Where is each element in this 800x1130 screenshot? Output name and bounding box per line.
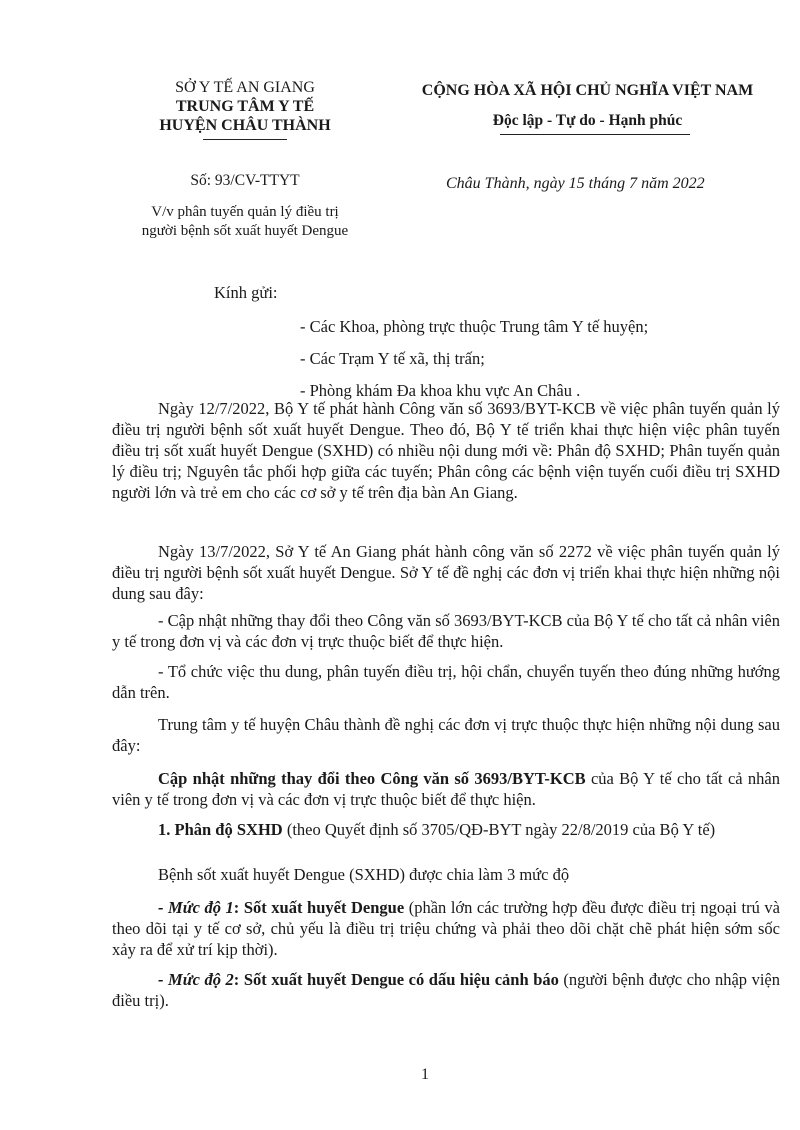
recipient-item: - Các Trạm Y tế xã, thị trấn; (300, 349, 485, 368)
salutation: Kính gửi: (214, 283, 278, 302)
page-number: 1 (421, 1066, 429, 1083)
recipient-list (300, 311, 770, 407)
level-2-title: Sốt xuất huyết Dengue có dấu hiệu cảnh báo (243, 970, 559, 989)
subject-line-1: V/v phân tuyến quản lý điều trị (151, 204, 339, 220)
body-paragraph-5: Trung tâm y tế huyện Châu thành đề nghị các đơn vị trực thuộc thực hiện những nội dung sau đây: (112, 715, 780, 755)
national-title: CỘNG HÒA XÃ HỘI CHỦ NGHĨA VIỆT NAM (421, 82, 754, 99)
section-1-title: 1. Phân độ SXHD (158, 820, 283, 839)
body-paragraph-6 (112, 768, 780, 810)
update-instruction-text: của Bộ Y tế cho tất cả nhân viên y tế trong đơn vị và các đơn vị trực thuộc biết để thực hiện. (112, 769, 781, 809)
issuer-district: HUYỆN CHÂU THÀNH (159, 117, 331, 134)
issue-date: Châu Thành, ngày 15 tháng 7 năm 2022 (446, 175, 705, 192)
document-subject (125, 203, 365, 241)
severity-level-2: - Mức độ 2: Sốt xuất huyết Dengue có dấu hiệu cảnh báo (người bệnh được cho nhập viện điều trị). (112, 970, 780, 1010)
recipient-item: - Phòng khám Đa khoa khu vực An Châu . (300, 381, 581, 400)
body-paragraph-4: - Tổ chức việc thu dung, phân tuyến điều trị, hội chẩn, chuyển tuyến theo đúng những hướng dẫn trên. (112, 662, 780, 702)
recipient-item: - Các Khoa, phòng trực thuộc Trung tâm Y tế huyện; (300, 317, 649, 336)
issuer-center: TRUNG TÂM Y TẾ (175, 98, 315, 115)
body-paragraph-8: Bệnh sốt xuất huyết Dengue (SXHD) được chia làm 3 mức độ (158, 865, 570, 884)
body-paragraph-2: Ngày 13/7/2022, Sở Y tế An Giang phát hành công văn số 2272 về việc phân tuyến quản lý điều trị người bệnh sốt xuất huyết Dengue. Sở Y tế đề nghị các đơn vị triển khai thực hiện những nội dung sau đây: (112, 542, 780, 603)
update-instruction-heading: Cập nhật những thay đổi theo Công văn số 3693/BYT-KCB (158, 769, 586, 788)
level-2-label: - Mức độ 2 (158, 970, 234, 989)
level-1-label: - Mức độ 1 (158, 898, 234, 917)
issuer-underline (203, 139, 287, 140)
national-header (395, 80, 780, 131)
document-number: Số: 93/CV-TTYT (190, 172, 300, 189)
national-motto: Độc lập - Tự do - Hạnh phúc (492, 112, 683, 129)
subject-line-2: người bệnh sốt xuất huyết Dengue (141, 223, 349, 239)
body-paragraph-1: Ngày 12/7/2022, Bộ Y tế phát hành Công văn số 3693/BYT-KCB về việc phân tuyến quản lý điều trị người bệnh sốt xuất huyết Dengue. Theo đó, Bộ Y tế triển khai thực hiện việc phân tuyến điều trị sốt xuất huyết Dengue (SXHD) có nhiều nội dung mới về: Phân độ SXHD; Phân tuyến quản lý điều trị; Nguyên tắc phối hợp giữa các tuyến; Phân công các bệnh viện tuyến cuối điều trị SXHD người lớn và trẻ em cho các cơ sở y tế trên địa bàn An Giang. (112, 399, 780, 502)
motto-underline (500, 134, 690, 135)
body-paragraph-3: - Cập nhật những thay đổi theo Công văn số 3693/BYT-KCB của Bộ Y tế cho tất cả nhân viên y tế trong đơn vị và các đơn vị trực thuộc biết để thực hiện. (112, 611, 780, 651)
section-1-reference: (theo Quyết định số 3705/QĐ-BYT ngày 22/8/2019 của Bộ Y tế) (282, 820, 716, 839)
section-1-heading (112, 819, 780, 840)
level-2-description: (người bệnh được cho nhập viện điều trị). (112, 970, 780, 1010)
issuer-department: SỞ Y TẾ AN GIANG (175, 79, 315, 96)
issuer-block (120, 78, 370, 135)
level-1-title: Sốt xuất huyết Dengue (243, 898, 405, 917)
level-1-description: (phần lớn các trường hợp đều được điều trị ngoại trú và theo dõi tại y tế cơ sở, chủ yếu là điều trị triệu chứng và phải theo dõi chặt chẽ phát hiện sớm sốc xảy ra để xử trí kịp thời). (112, 898, 780, 959)
severity-level-1: - Mức độ 1: Sốt xuất huyết Dengue (phần lớn các trường hợp đều được điều trị ngoại trú và theo dõi tại y tế cơ sở, chủ yếu là điều trị triệu chứng và phải theo dõi chặt chẽ phát hiện sớm sốc xảy ra để xử trí kịp thời). (112, 898, 780, 959)
